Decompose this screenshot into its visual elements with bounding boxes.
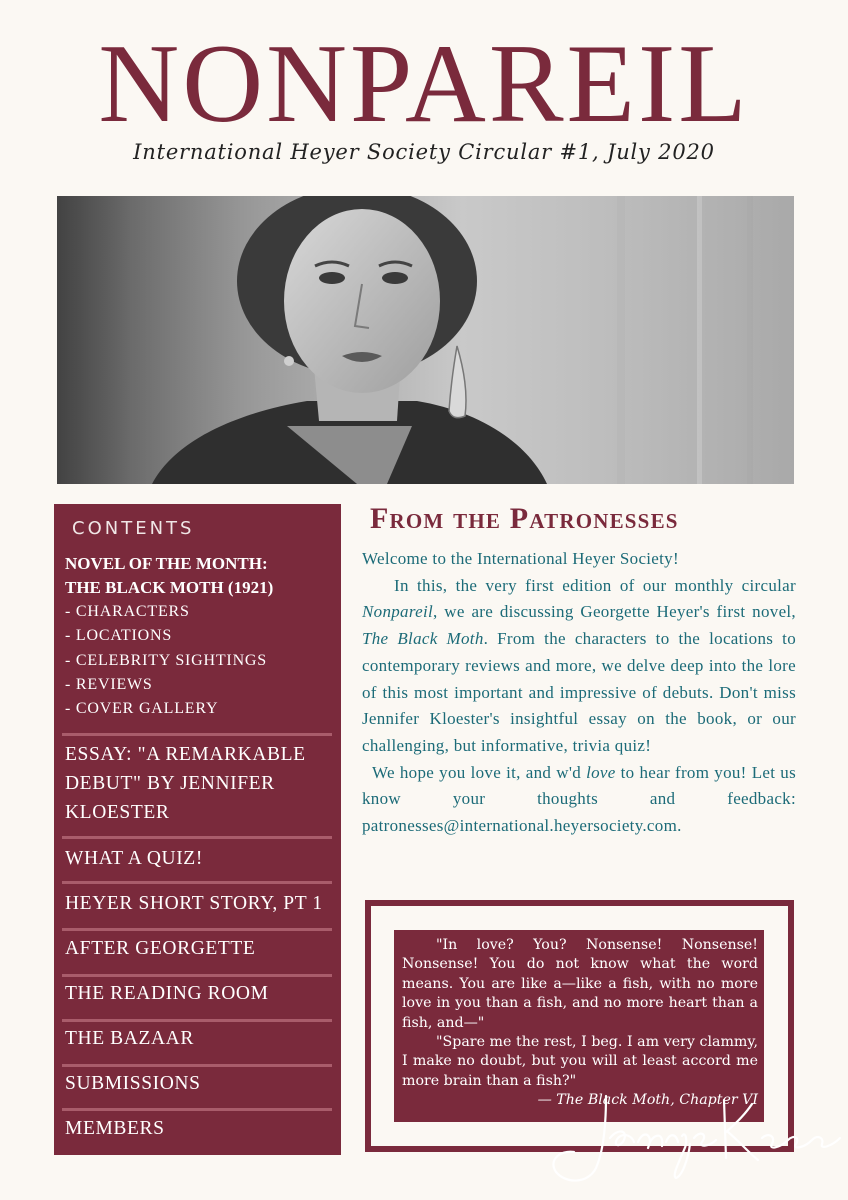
novel-title-label: THE BLACK MOTH (1921)	[65, 578, 274, 597]
contents-divider	[62, 974, 332, 977]
letter-paragraph-2: We hope you love it, and w'd love to hear from you! Let us know your thoughts and feedback: patronesses@international.heyersociety.com.	[362, 762, 797, 836]
welcome-line: Welcome to the International Heyer Society!	[362, 549, 679, 568]
contents-entry-short-story[interactable]: HEYER SHORT STORY, PT 1	[65, 893, 323, 914]
contents-subitem-characters[interactable]: - CHARACTERS	[65, 603, 190, 620]
contents-entry-reading-room[interactable]: THE READING ROOM	[65, 983, 269, 1004]
contents-divider	[62, 1019, 332, 1022]
contents-subitem-celebrity-sightings[interactable]: - CELEBRITY SIGHTINGS	[65, 651, 267, 669]
quote-line-2: "Spare me the rest, I beg. I am very clammy, I make no doubt, but you will at least accord me more brain than a fish?"	[402, 1034, 758, 1089]
masthead-title: NONPAREIL	[98, 22, 750, 146]
patronesses-letter	[362, 546, 796, 840]
contents-divider	[62, 928, 332, 931]
quote-line-1: "In love? You? Nonsense! Nonsense! Nonsense! You do not know what the word means. You are like a—like a fish, with no more love in you than a fish, and no more heart than a fish, and—"	[402, 937, 758, 1031]
contents-entry-members[interactable]: MEMBERS	[65, 1118, 165, 1139]
contents-subitem-cover-gallery[interactable]: - COVER GALLERY	[65, 700, 219, 718]
book-quote	[394, 930, 764, 1122]
contents-subitem-locations[interactable]: - LOCATIONS	[65, 627, 173, 645]
contents-entry-submissions[interactable]: SUBMISSIONS	[65, 1073, 201, 1094]
novel-of-the-month-link[interactable]	[65, 552, 273, 600]
contents-subitem-reviews[interactable]: - REVIEWS	[65, 675, 153, 693]
novel-of-the-month-label: NOVEL OF THE MONTH:	[65, 554, 268, 573]
author-portrait-photo	[57, 196, 794, 484]
contents-divider	[62, 836, 332, 839]
contents-entry-essay[interactable]: ESSAY: "A REMARKABLE DEBUT" BY JENNIFER KLOESTER	[65, 744, 306, 823]
contents-divider	[62, 1064, 332, 1067]
contents-divider	[62, 881, 332, 884]
contents-heading: CONTENTS	[72, 518, 195, 539]
contents-panel	[54, 504, 341, 1155]
patronesses-heading: From the Patronesses	[370, 502, 679, 535]
contents-divider	[62, 1108, 332, 1111]
contents-entry-quiz[interactable]: WHAT A QUIZ!	[65, 848, 203, 869]
contents-divider	[62, 733, 332, 736]
circular-subtitle: International Heyer Society Circular #1, July 2020	[133, 140, 715, 164]
contents-entry-after-georgette[interactable]: AFTER GEORGETTE	[65, 938, 256, 959]
novel-subsections-list	[65, 600, 267, 721]
contents-entry-bazaar[interactable]: THE BAZAAR	[65, 1028, 194, 1049]
letter-paragraph-1: In this, the very first edition of our monthly circular Nonpareil, we are discussing Georgette Heyer's first novel, The Black Moth. From the characters to the locations to contemporary reviews and more, we delve deep into the lore of this most important and impressive of debuts. Don't miss Jennifer Kloester's insightful essay on the book, or our challenging, but informative, trivia quiz!	[362, 575, 796, 755]
quote-attribution: — The Black Moth, Chapter VI	[537, 1092, 758, 1109]
